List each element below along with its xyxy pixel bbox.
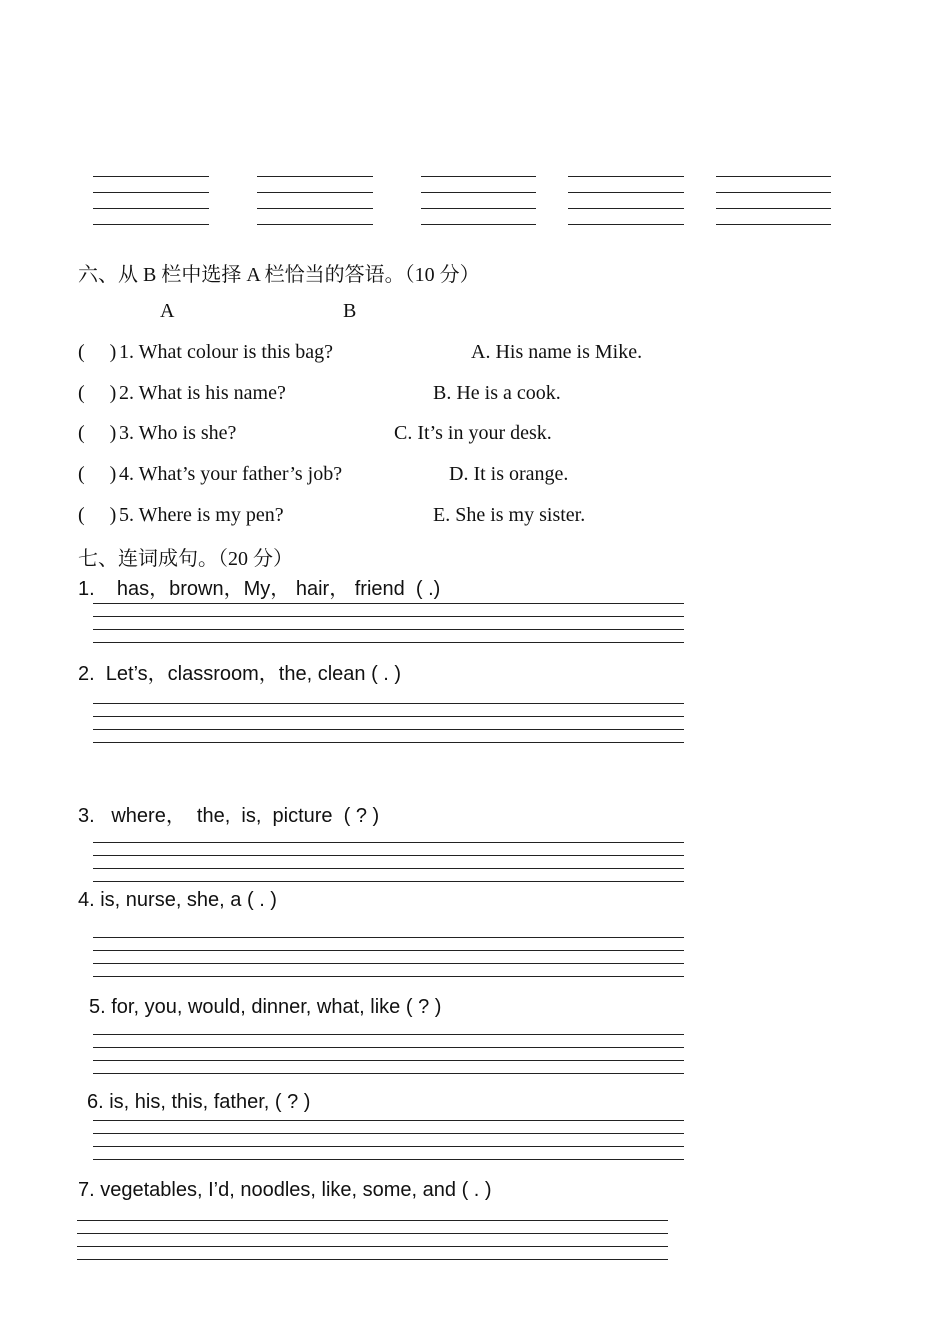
scrambled-sentence-6: 6. is, his, this, father, ( ? ) bbox=[87, 1091, 311, 1113]
answer-writing-grid-5[interactable] bbox=[93, 1034, 684, 1076]
answer-option: E. She is my sister. bbox=[433, 504, 586, 526]
question-text: 3. Who is she? bbox=[119, 422, 237, 444]
answer-paren[interactable]: ( ) bbox=[78, 422, 117, 444]
answer-option: D. It is orange. bbox=[449, 463, 569, 485]
section6-title: 六、从 B 栏中选择 A 栏恰当的答语。（10 分） bbox=[78, 264, 480, 286]
answer-writing-grid-2[interactable] bbox=[93, 703, 684, 745]
answer-writing-grid-7[interactable] bbox=[77, 1220, 668, 1262]
column-b-label: B bbox=[343, 300, 357, 322]
answer-option: C. It’s in your desk. bbox=[394, 422, 552, 444]
answer-option: B. He is a cook. bbox=[433, 382, 561, 404]
question-text: 1. What colour is this bag? bbox=[119, 341, 334, 363]
answer-paren[interactable]: ( ) bbox=[78, 341, 117, 363]
scrambled-sentence-3: 3. where， the, is, picture ( ? ) bbox=[78, 805, 380, 827]
writing-grid bbox=[421, 176, 536, 226]
answer-writing-grid-6[interactable] bbox=[93, 1120, 684, 1162]
column-a-label: A bbox=[160, 300, 175, 322]
scrambled-sentence-7: 7. vegetables, I’d, noodles, like, some, and ( . ) bbox=[78, 1179, 492, 1201]
section7-title: 七、连词成句。（20 分） bbox=[78, 548, 293, 570]
answer-option: A. His name is Mike. bbox=[471, 341, 643, 363]
answer-writing-grid-3[interactable] bbox=[93, 842, 684, 884]
answer-paren[interactable]: ( ) bbox=[78, 382, 117, 404]
writing-grid bbox=[716, 176, 831, 226]
scrambled-sentence-2: 2. Let’s，classroom，the, clean ( . ) bbox=[78, 663, 402, 685]
question-text: 5. Where is my pen? bbox=[119, 504, 284, 526]
scrambled-sentence-5: 5. for, you, would, dinner, what, like ( ? ) bbox=[89, 996, 442, 1018]
writing-grid bbox=[93, 176, 209, 226]
answer-writing-grid-4[interactable] bbox=[93, 937, 684, 979]
question-text: 2. What is his name? bbox=[119, 382, 286, 404]
answer-paren[interactable]: ( ) bbox=[78, 504, 117, 526]
scrambled-sentence-1: 1. has，brown，My， hair， friend ( .) bbox=[78, 578, 441, 600]
answer-paren[interactable]: ( ) bbox=[78, 463, 117, 485]
scrambled-sentence-4: 4. is, nurse, she, a ( . ) bbox=[78, 889, 277, 911]
question-text: 4. What’s your father’s job? bbox=[119, 463, 343, 485]
answer-writing-grid-1[interactable] bbox=[93, 603, 684, 645]
writing-grid bbox=[257, 176, 373, 226]
writing-grid bbox=[568, 176, 684, 226]
